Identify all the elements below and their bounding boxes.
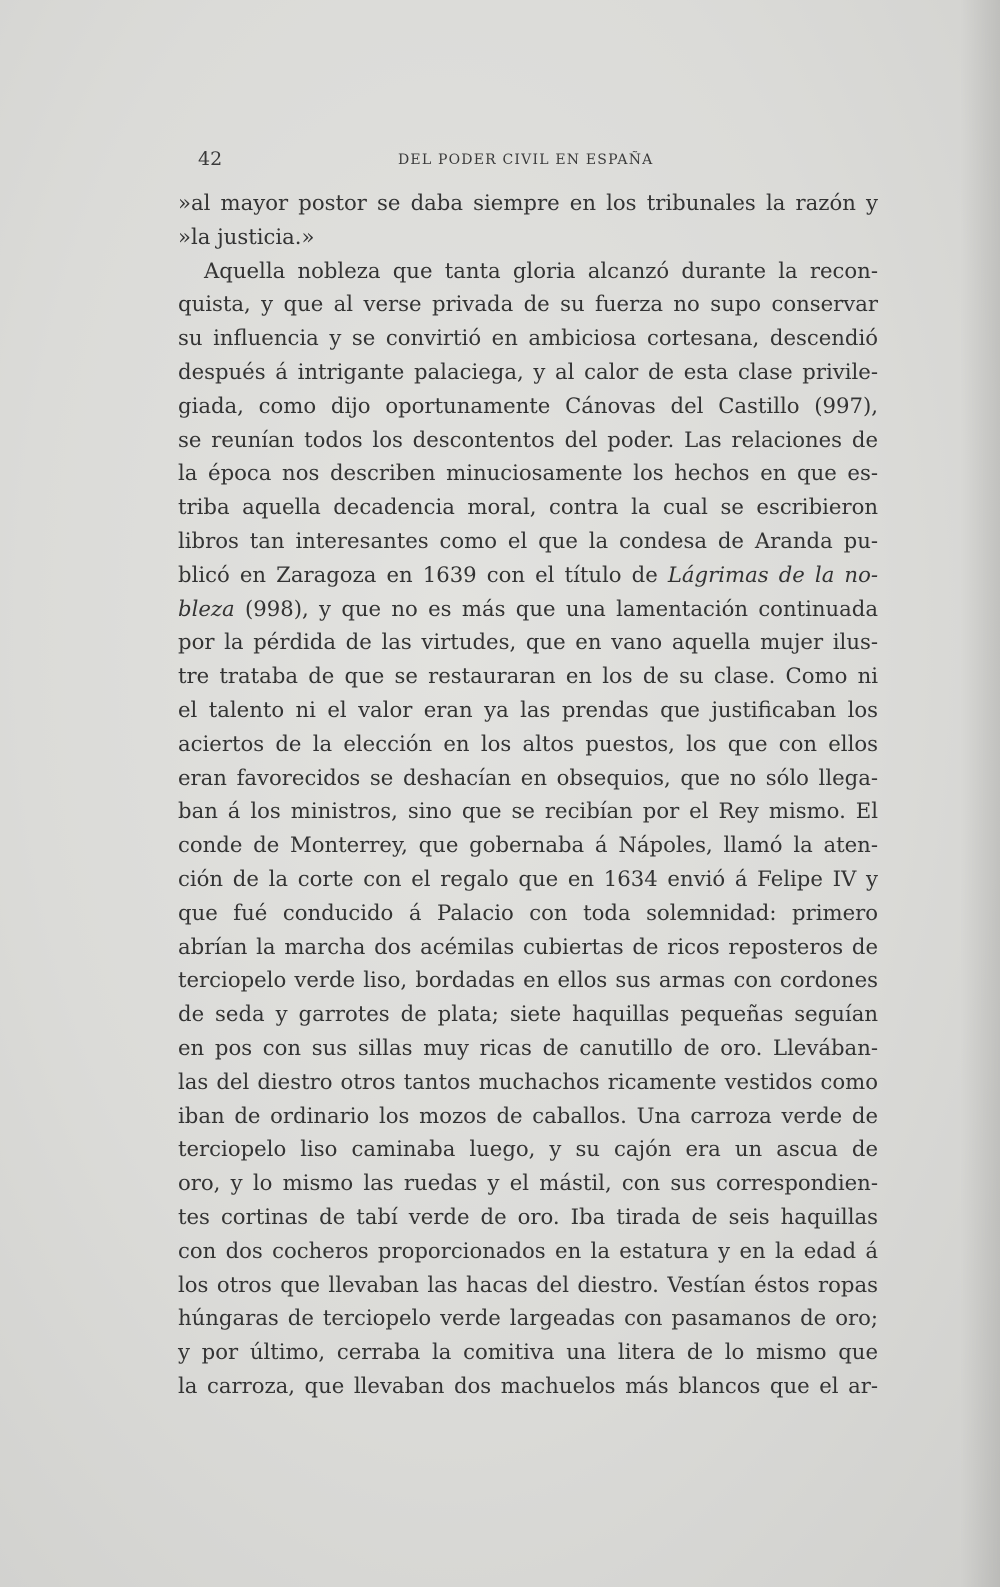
text-line: húngaras de terciopelo verde largeadas con pasamanos de oro; bbox=[178, 1305, 878, 1331]
text-line: terciopelo liso caminaba luego, y su cajón era un ascua de bbox=[178, 1136, 878, 1162]
text-line: se reunían todos los descontentos del poder. Las relaciones de bbox=[178, 426, 878, 452]
text-line: »al mayor postor se daba siempre en los tribunales la razón y bbox=[178, 190, 878, 215]
paragraph-first-line: Aquella nobleza que tanta gloria alcanzó durante la recon- bbox=[204, 257, 878, 283]
text-line: »la justicia.» bbox=[178, 223, 315, 249]
text-line: con dos cocheros proporcionados en la estatura y en la edad á bbox=[178, 1237, 878, 1263]
page-edge-shadow bbox=[960, 0, 1000, 1587]
text-line: terciopelo verde liso, bordadas en ellos sus armas con cordones bbox=[178, 967, 878, 993]
text-segment: (998), y que no es más que una lamentación continuada bbox=[234, 595, 878, 621]
text-line: ban á los ministros, sino que se recibían por el Rey mismo. El bbox=[178, 798, 878, 824]
text-line: giada, como dijo oportunamente Cánovas del Castillo (997), bbox=[178, 392, 878, 418]
text-line: de seda y garrotes de plata; siete haquillas pequeñas seguían bbox=[178, 1001, 878, 1027]
text-line: conde de Monterrey, que gobernaba á Nápoles, llamó la aten- bbox=[178, 832, 878, 858]
page-number: 42 bbox=[198, 148, 223, 170]
text-line: después á intrigante palaciega, y al calor de esta clase privile- bbox=[178, 358, 878, 384]
text-line: iban de ordinario los mozos de caballos. Una carroza verde de bbox=[178, 1102, 878, 1128]
text-line: eran favorecidos se deshacían en obsequios, que no sólo llega- bbox=[178, 764, 878, 790]
text-line: tes cortinas de tabí verde de oro. Iba tirada de seis haquillas bbox=[178, 1203, 878, 1229]
text-line: en pos con sus sillas muy ricas de canutillo de oro. Llevában- bbox=[178, 1034, 878, 1060]
text-line: quista, y que al verse privada de su fuerza no supo conservar bbox=[178, 291, 878, 317]
running-title: DEL PODER CIVIL EN ESPAÑA bbox=[398, 152, 654, 168]
text-line-with-italic-title bbox=[178, 592, 878, 626]
text-segment: blicó en Zaragoza en 1639 con el título de bbox=[178, 561, 668, 587]
text-line: y por último, cerraba la comitiva una litera de lo mismo que bbox=[178, 1339, 878, 1365]
text-line: las del diestro otros tantos muchachos ricamente vestidos como bbox=[178, 1068, 878, 1094]
text-line: el talento ni el valor eran ya las prendas que justificaban los bbox=[178, 696, 878, 722]
text-line: aciertos de la elección en los altos puestos, los que con ellos bbox=[178, 730, 878, 756]
page-header bbox=[198, 148, 880, 172]
text-line: abrían la marcha dos acémilas cubiertas de ricos reposteros de bbox=[178, 933, 878, 959]
text-line: oro, y lo mismo las ruedas y el mástil, con sus correspondien- bbox=[178, 1170, 878, 1196]
body-text bbox=[178, 186, 878, 1403]
text-line: libros tan interesantes como el que la condesa de Aranda pu- bbox=[178, 527, 878, 553]
text-line: por la pérdida de las virtudes, que en vano aquella mujer ilus- bbox=[178, 629, 878, 655]
text-line: triba aquella decadencia moral, contra la cual se escribieron bbox=[178, 494, 878, 520]
text-line: su influencia y se convirtió en ambiciosa cortesana, descendió bbox=[178, 325, 878, 351]
text-line: ción de la corte con el regalo que en 1634 envió á Felipe IV y bbox=[178, 865, 878, 891]
text-line-with-italic-title bbox=[178, 558, 878, 592]
text-line: la época nos describen minuciosamente los hechos en que es- bbox=[178, 460, 878, 486]
text-line: los otros que llevaban las hacas del diestro. Vestían éstos ropas bbox=[178, 1271, 878, 1297]
book-title-italic: bleza bbox=[178, 595, 235, 621]
book-title-italic: Lágrimas de la no- bbox=[667, 561, 878, 587]
text-line: tre trataba de que se restauraran en los de su clase. Como ni bbox=[178, 663, 878, 689]
text-line: la carroza, que llevaban dos machuelos más blancos que el ar- bbox=[178, 1372, 878, 1398]
text-line: que fué conducido á Palacio con toda solemnidad: primero bbox=[178, 899, 878, 925]
